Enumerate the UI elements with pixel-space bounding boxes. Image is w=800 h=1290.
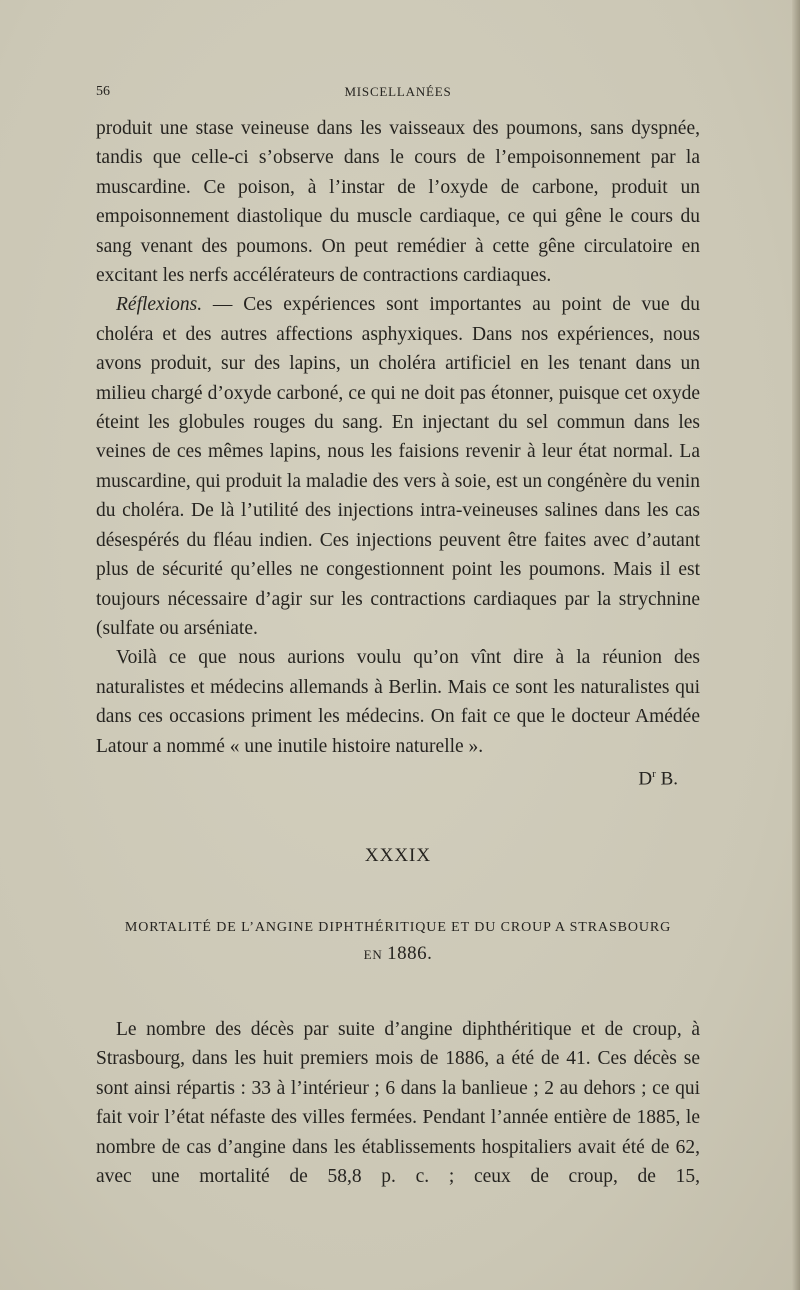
paragraph-voila: Voilà ce que nous aurions voulu qu’on vînt dire à la réunion des naturalistes et médecins allemands à Berlin. Mais ce sont les naturalistes qui dans ces occasions priment les médecins. On fait ce que le docteur Amédée Latour a nommé « une inutile histoire naturelle ».	[96, 647, 700, 757]
article-title-en: EN	[363, 947, 383, 962]
reflexions-label: Réflexions.	[116, 294, 203, 316]
reflexions-dash: —	[202, 294, 244, 316]
page-number: 56	[96, 84, 110, 99]
section-number: XXXIX	[364, 845, 432, 866]
signature-dr: D	[638, 768, 653, 790]
body-text-article	[96, 1015, 700, 1191]
running-head: MISCELLANÉES	[344, 84, 452, 99]
page-header	[96, 84, 700, 106]
page-edge	[792, 0, 800, 1290]
reflexions-text: Ces expériences sont importantes au point de vue du choléra et des autres affections asphyxiques. Dans nos expériences, nous avons produit, sur des lapins, un choléra artificiel en les tenant dans un milieu chargé d’oxyde carboné, ce qui ne doit pas étonner, puisque cet oxyde éteint les globules rouges du sang. En injectant du sel commun dans les veines de ces mêmes lapins, nous les faisions revenir à leur état normal. La muscardine, qui produit la maladie des vers à soie, est un congénère du venin du choléra. De là l’utilité des injections intra-veineuses salines dans les cas désespérés du fléau indien. Ces injections peuvent être faites avec d’autant plus de sécurité qu’elles ne congestionnent point les poumons. Mais il est toujours nécessaire d’agir sur les contractions cardiaques par la strychnine (sulfate ou arséniate.	[96, 294, 700, 639]
paragraph-article: Le nombre des décès par suite d’angine diphthéritique et de croup, à Strasbourg, dans les huit premiers mois de 1886, a été de 41. Ces décès se sont ainsi répartis : 33 à l’intérieur ; 6 dans la banlieue ; 2 au dehors ; ce qui fait voir l’état néfaste des villes fermées. Pendant l’année entière de 1885, le nombre de cas d’angine dans les établissements hospitaliers avait été de 62, avec une mortalité de 58,8 p. c. ; ceux de croup, de 15,	[96, 1019, 700, 1188]
paragraph-reflexions	[96, 290, 700, 643]
article-title-year: 1886.	[387, 943, 433, 964]
signature-name: B.	[655, 768, 678, 790]
signature-sup: r	[652, 767, 656, 780]
article-title	[96, 915, 700, 969]
article-title-line1: MORTALITÉ DE L’ANGINE DIPHTHÉRITIQUE ET DU CROUP A STRASBOURG	[124, 920, 672, 935]
article-title-line2	[96, 941, 700, 969]
paragraph-stase: produit une stase veineuse dans les vaisseaux des poumons, sans dyspnée, tandis que celle-ci s’observe dans le cours de l’empoisonnement par la muscardine. Ce poison, à l’instar de l’oxyde de carbone, produit un empoisonnement diastolique du muscle cardiaque, ce qui gêne le cours du sang venant des poumons. On peut remédier à cette gêne circulatoire en excitant les nerfs accélérateurs de contractions cardiaques.	[96, 118, 700, 287]
body-text-top	[96, 114, 700, 792]
signature	[96, 761, 700, 792]
